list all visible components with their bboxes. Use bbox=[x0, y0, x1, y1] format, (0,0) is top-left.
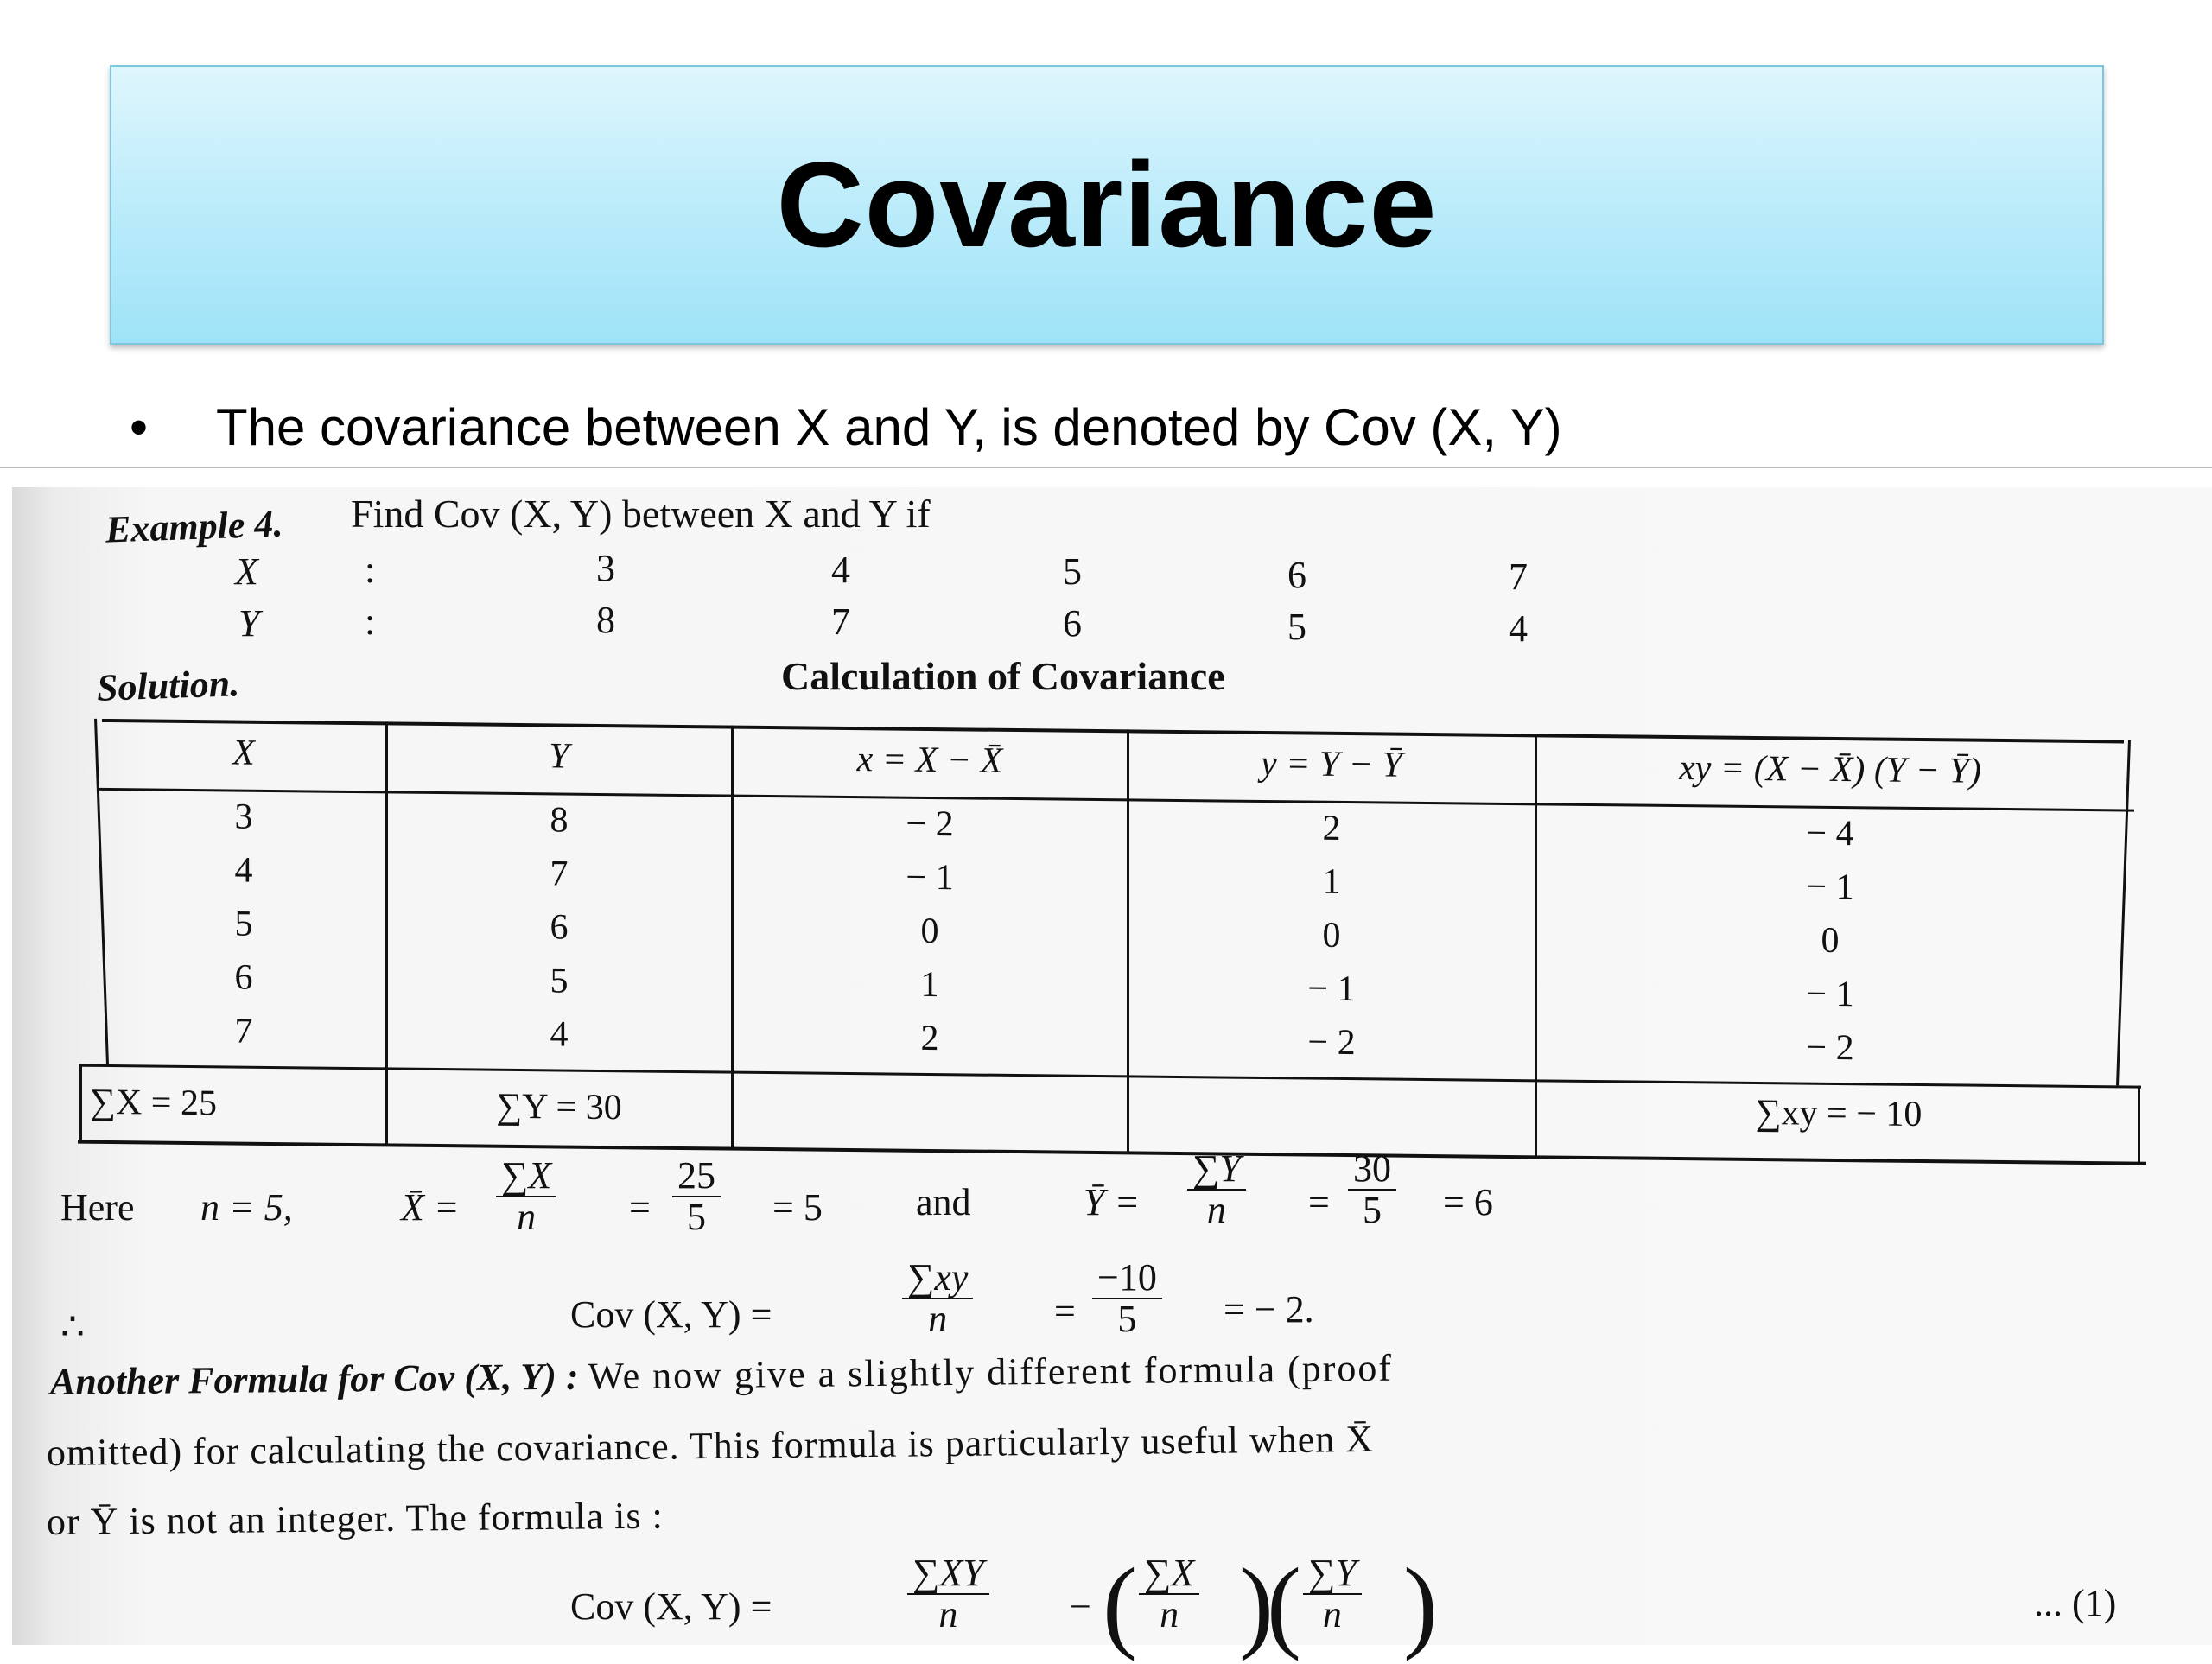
table-border bbox=[79, 1064, 82, 1142]
here-label: Here bbox=[60, 1186, 135, 1229]
table-cell: − 2 bbox=[906, 803, 954, 845]
fraction-denominator: 5 bbox=[1363, 1189, 1382, 1232]
table-cell: 1 bbox=[920, 964, 939, 1006]
table-cell: 7 bbox=[550, 854, 569, 894]
formula-fraction-xy bbox=[907, 1553, 989, 1635]
table-cell: 3 bbox=[234, 797, 253, 837]
total-blank bbox=[1128, 1092, 1535, 1096]
title-banner bbox=[110, 65, 2104, 345]
y-value: 4 bbox=[1509, 607, 1528, 650]
another-formula-line1 bbox=[50, 1346, 1394, 1404]
equals-sign: = bbox=[629, 1186, 651, 1229]
therefore-symbol: ∴ bbox=[60, 1305, 85, 1348]
cov-lhs: Cov (X, Y) = bbox=[570, 1293, 772, 1336]
equation-reference: ... (1) bbox=[2034, 1582, 2117, 1624]
fraction-numerator: ∑Y bbox=[1303, 1553, 1362, 1595]
table-cell: − 2 bbox=[1806, 1027, 1854, 1069]
fraction-denominator: n bbox=[517, 1196, 537, 1239]
example-label-wrap bbox=[105, 501, 283, 551]
xbar-fraction-numeric bbox=[672, 1156, 721, 1237]
equals-sign: = bbox=[1054, 1290, 1076, 1332]
ybar-fraction-numeric bbox=[1348, 1149, 1396, 1230]
table-cell: 0 bbox=[1322, 915, 1341, 956]
formula-fraction-y bbox=[1303, 1553, 1362, 1635]
fraction-denominator: 5 bbox=[1117, 1298, 1137, 1341]
example-prompt: Find Cov (X, Y) between X and Y if bbox=[351, 492, 931, 536]
left-paren: ( bbox=[1267, 1547, 1301, 1661]
paragraph-text: We now give a slightly different formula (proof bbox=[588, 1346, 1394, 1398]
total-xy: ∑xy = − 10 bbox=[1755, 1092, 1923, 1135]
table-cell: − 4 bbox=[1806, 813, 1854, 854]
table-cell: 2 bbox=[920, 1018, 939, 1059]
table-cell: − 1 bbox=[1806, 974, 1854, 1015]
formula-fraction-x bbox=[1139, 1553, 1199, 1635]
x-row-label: X bbox=[235, 550, 258, 593]
slide-title: Covariance bbox=[776, 137, 1438, 272]
x-value: 3 bbox=[596, 547, 615, 589]
table-cell: − 1 bbox=[1307, 969, 1356, 1010]
y-value: 7 bbox=[831, 600, 850, 643]
table-header: X bbox=[232, 733, 255, 773]
fraction-denominator: 5 bbox=[687, 1196, 706, 1239]
table-cell: − 2 bbox=[1307, 1022, 1356, 1064]
table-cell: − 1 bbox=[1806, 867, 1854, 908]
table-header: Y bbox=[549, 736, 569, 777]
table-cell: 7 bbox=[234, 1011, 253, 1051]
y-row-colon: : bbox=[365, 600, 376, 643]
y-row-label: Y bbox=[238, 602, 260, 645]
table-cell: 0 bbox=[920, 911, 939, 952]
xbar-fraction bbox=[496, 1156, 556, 1237]
table-cell: 6 bbox=[234, 957, 253, 998]
n-value: n = 5, bbox=[200, 1186, 293, 1229]
total-blank bbox=[733, 1089, 1127, 1093]
total-y: ∑Y = 30 bbox=[496, 1086, 622, 1128]
another-formula-line2: omitted) for calculating the covariance. This formula is particularly useful when X̄ bbox=[46, 1417, 1375, 1474]
table-cell: 8 bbox=[550, 800, 569, 841]
fraction-numerator: ∑X bbox=[496, 1156, 556, 1197]
cov-result: = − 2. bbox=[1224, 1288, 1314, 1331]
y-value: 5 bbox=[1287, 606, 1306, 648]
cov-fraction-numeric bbox=[1092, 1258, 1162, 1339]
x-value: 6 bbox=[1287, 554, 1306, 596]
table-cell: 4 bbox=[234, 850, 253, 891]
divider-line bbox=[0, 467, 2212, 468]
cov-fraction bbox=[902, 1258, 973, 1339]
bullet-point bbox=[130, 397, 1562, 457]
covariance-table bbox=[64, 718, 2129, 1168]
fraction-numerator: ∑xy bbox=[902, 1258, 973, 1299]
right-paren: ) bbox=[1403, 1547, 1438, 1661]
ybar-result: = 6 bbox=[1443, 1181, 1493, 1223]
fraction-denominator: n bbox=[928, 1298, 948, 1341]
fraction-numerator: −10 bbox=[1092, 1258, 1162, 1299]
table-cell: 6 bbox=[550, 907, 569, 948]
total-x: ∑X = 25 bbox=[90, 1082, 217, 1124]
fraction-numerator: ∑X bbox=[1139, 1553, 1199, 1595]
x-value: 7 bbox=[1509, 556, 1528, 598]
x-value: 4 bbox=[831, 549, 850, 591]
formula-lhs: Cov (X, Y) = bbox=[570, 1585, 772, 1628]
ybar-fraction bbox=[1187, 1149, 1246, 1230]
scanned-textbook-page bbox=[12, 487, 2212, 1661]
another-formula-line3: or Ȳ is not an integer. The formula is : bbox=[46, 1494, 664, 1543]
fraction-denominator: n bbox=[1322, 1593, 1342, 1636]
table-header: y = Y − Ȳ bbox=[1260, 743, 1403, 785]
fraction-numerator: ∑Y bbox=[1187, 1149, 1246, 1191]
fraction-denominator: n bbox=[938, 1593, 958, 1636]
y-value: 8 bbox=[596, 599, 615, 641]
xbar-lhs: X̄ = bbox=[401, 1186, 460, 1229]
bullet-symbol: • bbox=[130, 398, 149, 456]
table-header: x = X − X̄ bbox=[856, 740, 1003, 781]
equals-sign: = bbox=[1308, 1181, 1330, 1223]
table-title: Calculation of Covariance bbox=[781, 654, 1225, 698]
minus-sign: − bbox=[1070, 1585, 1091, 1628]
x-value: 5 bbox=[1063, 550, 1082, 593]
right-paren: ) bbox=[1239, 1547, 1274, 1661]
example-label: Example 4. bbox=[105, 502, 284, 551]
table-border bbox=[78, 1140, 2146, 1165]
bullet-text: The covariance between X and Y, is denoted by Cov (X, Y) bbox=[216, 398, 1562, 456]
table-cell: 1 bbox=[1322, 861, 1341, 902]
table-cell: 5 bbox=[550, 961, 569, 1001]
fraction-numerator: 30 bbox=[1348, 1149, 1396, 1191]
table-header: xy = (X − X̄) (Y − Ȳ) bbox=[1679, 748, 1981, 791]
left-paren: ( bbox=[1103, 1547, 1137, 1661]
table-cell: 0 bbox=[1821, 920, 1840, 962]
another-formula-heading: Another Formula for Cov (X, Y) : bbox=[49, 1355, 579, 1403]
table-cell: 4 bbox=[550, 1014, 569, 1055]
table-cell: 2 bbox=[1322, 808, 1341, 848]
table-cell: − 1 bbox=[906, 857, 954, 899]
fraction-denominator: n bbox=[1160, 1593, 1179, 1636]
fraction-denominator: n bbox=[1206, 1189, 1226, 1232]
y-value: 6 bbox=[1063, 602, 1082, 645]
ybar-lhs: Ȳ = bbox=[1084, 1181, 1141, 1223]
fraction-numerator: 25 bbox=[672, 1156, 721, 1197]
xbar-result: = 5 bbox=[772, 1186, 823, 1229]
fraction-numerator: ∑XY bbox=[907, 1553, 989, 1595]
and-label: and bbox=[916, 1181, 971, 1223]
table-cell: 5 bbox=[234, 904, 253, 944]
solution-label: Solution. bbox=[96, 662, 240, 709]
x-row-colon: : bbox=[365, 549, 376, 591]
